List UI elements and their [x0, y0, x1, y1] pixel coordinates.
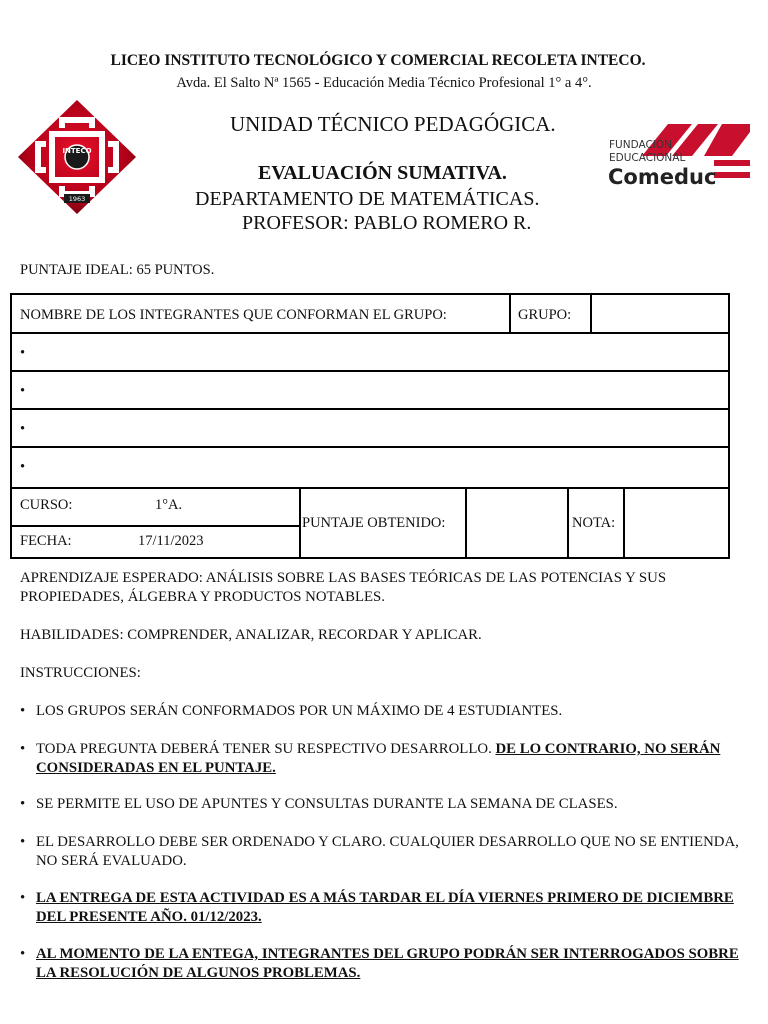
bullet: • — [20, 796, 26, 812]
row-divider — [12, 332, 728, 334]
grade-label: NOTA: — [572, 515, 616, 531]
course-value: 1°A. — [155, 497, 183, 513]
col-divider — [465, 487, 467, 559]
instruction-1: LOS GRUPOS SERÁN CONFORMADOS POR UN MÁXIMO DE 4 ESTUDIANTES. — [36, 703, 563, 719]
group-info-table — [10, 293, 730, 559]
learning-objective: APRENDIZAJE ESPERADO: ANÁLISIS SOBRE LAS BASES TEÓRICAS DE LAS POTENCIAS Y SUS PROPIEDADES, ÁLGEBRA Y PRODUCTOS NOTABLES. — [20, 570, 667, 605]
evaluation-title: EVALUACIÓN SUMATIVA. — [258, 162, 507, 184]
member-row-2[interactable]: • — [20, 383, 26, 399]
col-divider — [567, 487, 569, 559]
row-divider — [12, 487, 728, 489]
ideal-score: PUNTAJE IDEAL: 65 PUNTOS. — [20, 262, 215, 278]
col-divider — [509, 295, 511, 332]
row-divider — [12, 408, 728, 410]
bullet: • — [20, 946, 26, 962]
group-label: GRUPO: — [518, 307, 572, 323]
members-label: NOMBRE DE LOS INTEGRANTES QUE CONFORMAN EL GRUPO: — [20, 307, 447, 323]
course-label: CURSO: — [20, 497, 73, 513]
bullet: • — [20, 834, 26, 850]
logo-line2: EDUCACIONAL — [609, 152, 686, 164]
instruction-2-plain: TODA PREGUNTA DEBERÁ TENER SU RESPECTIVO DESARROLLO. — [36, 741, 496, 757]
logo-line1: FUNDACIÓN — [609, 139, 673, 151]
skills: HABILIDADES: COMPRENDER, ANALIZAR, RECORDAR Y APLICAR. — [20, 627, 482, 643]
member-row-3[interactable]: • — [20, 421, 26, 437]
school-name: LICEO INSTITUTO TECNOLÓGICO Y COMERCIAL RECOLETA INTECO. — [110, 52, 646, 69]
comeduc-logo-icon — [606, 122, 752, 188]
row-divider — [12, 370, 728, 372]
bullet: • — [20, 741, 26, 757]
bullet: • — [20, 703, 26, 719]
member-row-4[interactable]: • — [20, 459, 26, 475]
inteco-logo — [16, 98, 138, 216]
instruction-6: AL MOMENTO DE LA ENTEGA, INTEGRANTES DEL GRUPO PODRÁN SER INTERROGADOS SOBRE LA RESOLUCIÓN DE ALGUNOS PROBLEMAS. — [36, 946, 739, 981]
row-divider — [12, 446, 728, 448]
department-title: DEPARTAMENTO DE MATEMÁTICAS. — [195, 188, 540, 210]
instruction-4: EL DESARROLLO DEBE SER ORDENADO Y CLARO. CUALQUIER DESARROLLO QUE NO SE ENTIENDA, NO SERÁ EVALUADO. — [36, 834, 739, 869]
comeduc-logo — [606, 122, 752, 188]
instruction-2-emphasis: DE LO CONTRARIO, NO SERÁN CONSIDERADAS EN EL PUNTAJE. — [36, 741, 721, 776]
date-label: FECHA: — [20, 533, 72, 549]
col-divider — [299, 487, 301, 559]
school-address: Avda. El Salto Nª 1565 - Educación Media Técnico Profesional 1° a 4°. — [176, 75, 592, 91]
member-row-1[interactable]: • — [20, 345, 26, 361]
instructions-title: INSTRUCCIONES: — [20, 665, 141, 681]
bullet: • — [20, 890, 26, 906]
inteco-logo-icon — [16, 98, 138, 216]
date-value: 17/11/2023 — [138, 533, 204, 549]
instruction-2 — [36, 740, 752, 778]
col-divider — [623, 487, 625, 559]
score-obtained-label: PUNTAJE OBTENIDO: — [302, 515, 446, 531]
logo-text: INTECO — [62, 147, 92, 155]
unit-title: UNIDAD TÉCNICO PEDAGÓGICA. — [230, 112, 556, 136]
instruction-5: LA ENTREGA DE ESTA ACTIVIDAD ES A MÁS TARDAR EL DÍA VIERNES PRIMERO DE DICIEMBRE DEL PRESENTE AÑO. 01/12/2023. — [36, 890, 734, 925]
logo-name: Comeduc — [608, 165, 717, 188]
row-divider — [12, 525, 300, 527]
logo-year: 1963 — [68, 195, 86, 203]
instruction-3: SE PERMITE EL USO DE APUNTES Y CONSULTAS DURANTE LA SEMANA DE CLASES. — [36, 796, 618, 812]
col-divider — [590, 295, 592, 332]
teacher-title: PROFESOR: PABLO ROMERO R. — [242, 212, 532, 234]
